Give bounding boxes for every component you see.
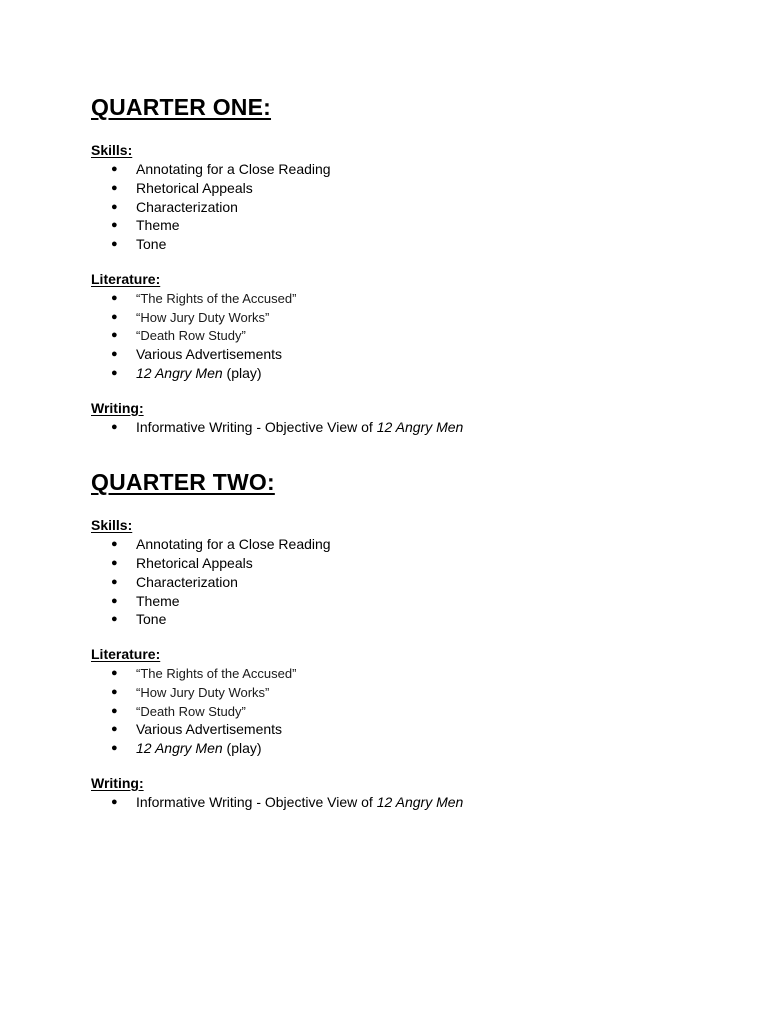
list-item xyxy=(91,683,768,702)
quarter-two-skills xyxy=(91,515,768,629)
play-title: 12 Angry Men xyxy=(136,740,223,756)
list-item-text: Various Advertisements xyxy=(136,721,283,738)
writing-list xyxy=(91,793,768,812)
bullet-icon: ● xyxy=(111,704,118,717)
bullet-icon: ● xyxy=(111,667,118,679)
list-item-text: “Death Row Study” xyxy=(136,328,246,344)
list-item xyxy=(91,235,768,254)
list-item-text: Annotating for a Close Reading xyxy=(136,536,331,553)
list-item-text: Characterization xyxy=(136,198,238,215)
list-item xyxy=(91,216,768,235)
bullet-icon: ● xyxy=(111,348,118,360)
list-item xyxy=(91,610,768,629)
list-item-text: Rhetorical Appeals xyxy=(136,179,253,196)
quarter-one xyxy=(91,90,768,436)
writing-item-title: 12 Angry Men xyxy=(376,793,464,810)
bullet-icon: ● xyxy=(111,310,118,323)
quarter-one-skills xyxy=(91,140,768,254)
bullet-icon: ● xyxy=(111,575,118,588)
list-item xyxy=(91,418,768,437)
skills-heading: Skills: xyxy=(91,142,133,158)
quarter-two-title: QUARTER TWO: xyxy=(91,469,275,496)
list-item xyxy=(91,573,768,592)
list-item-text: Theme xyxy=(136,592,180,609)
list-item xyxy=(91,702,768,721)
bullet-icon: ● xyxy=(111,329,118,342)
list-item xyxy=(91,720,768,739)
quarter-two-literature xyxy=(91,644,768,758)
bullet-icon: ● xyxy=(111,163,118,175)
list-item-text: Tone xyxy=(136,236,167,252)
list-item-text: Annotating for a Close Reading xyxy=(136,161,331,177)
list-item xyxy=(91,535,768,554)
list-item xyxy=(91,739,768,758)
quarter-two xyxy=(91,465,768,811)
bullet-icon: ● xyxy=(111,795,118,808)
list-item-text: Various Advertisements xyxy=(136,346,283,362)
list-item xyxy=(91,198,768,217)
list-item-text: “How Jury Duty Works” xyxy=(136,309,270,325)
list-item xyxy=(91,345,768,364)
play-suffix: (play) xyxy=(222,740,262,756)
literature-heading: Literature: xyxy=(91,646,161,662)
skills-list xyxy=(91,535,768,629)
skills-heading: Skills: xyxy=(91,517,133,534)
writing-heading: Writing: xyxy=(91,774,144,791)
bullet-icon: ● xyxy=(111,181,118,194)
writing-list xyxy=(91,418,768,437)
quarter-one-literature xyxy=(91,269,768,383)
bullet-icon: ● xyxy=(111,538,118,551)
quarter-one-title: QUARTER ONE: xyxy=(91,94,272,120)
bullet-icon: ● xyxy=(111,723,118,736)
literature-heading: Literature: xyxy=(91,270,161,287)
play-title: 12 Angry Men xyxy=(136,364,223,381)
list-item xyxy=(91,664,768,683)
list-item xyxy=(91,364,768,383)
bullet-icon: ● xyxy=(111,366,118,379)
list-item-text: “The Rights of the Accused” xyxy=(136,290,297,306)
list-item xyxy=(91,554,768,573)
quarter-two-writing xyxy=(91,773,768,812)
list-item-text: Theme xyxy=(136,217,180,234)
list-item xyxy=(91,793,768,812)
literature-list xyxy=(91,664,768,758)
list-item-text: “How Jury Duty Works” xyxy=(136,684,270,700)
list-item xyxy=(91,179,768,198)
list-item xyxy=(91,308,768,327)
bullet-icon: ● xyxy=(111,594,118,607)
list-item xyxy=(91,289,768,308)
bullet-icon: ● xyxy=(111,200,118,213)
literature-list xyxy=(91,289,768,383)
writing-heading: Writing: xyxy=(91,399,144,416)
bullet-icon: ● xyxy=(111,557,118,569)
list-item-text: Tone xyxy=(136,611,167,628)
bullet-icon: ● xyxy=(111,685,118,698)
skills-list xyxy=(91,160,768,254)
play-suffix: (play) xyxy=(222,364,262,381)
bullet-icon: ● xyxy=(111,219,118,232)
list-item-text: Characterization xyxy=(136,573,238,590)
list-item-text: “Death Row Study” xyxy=(136,703,246,719)
bullet-icon: ● xyxy=(111,420,118,433)
bullet-icon: ● xyxy=(111,238,118,250)
list-item xyxy=(91,326,768,345)
list-item xyxy=(91,592,768,611)
list-item-text: Rhetorical Appeals xyxy=(136,555,253,571)
bullet-icon: ● xyxy=(111,291,118,304)
quarter-one-writing xyxy=(91,398,768,437)
list-item xyxy=(91,160,768,179)
bullet-icon: ● xyxy=(111,742,118,754)
writing-item-title: 12 Angry Men xyxy=(376,418,464,435)
writing-item-prefix: Informative Writing - Objective View of xyxy=(136,418,377,435)
writing-item-prefix: Informative Writing - Objective View of xyxy=(136,793,377,810)
bullet-icon: ● xyxy=(111,613,118,626)
list-item-text: “The Rights of the Accused” xyxy=(136,666,297,681)
